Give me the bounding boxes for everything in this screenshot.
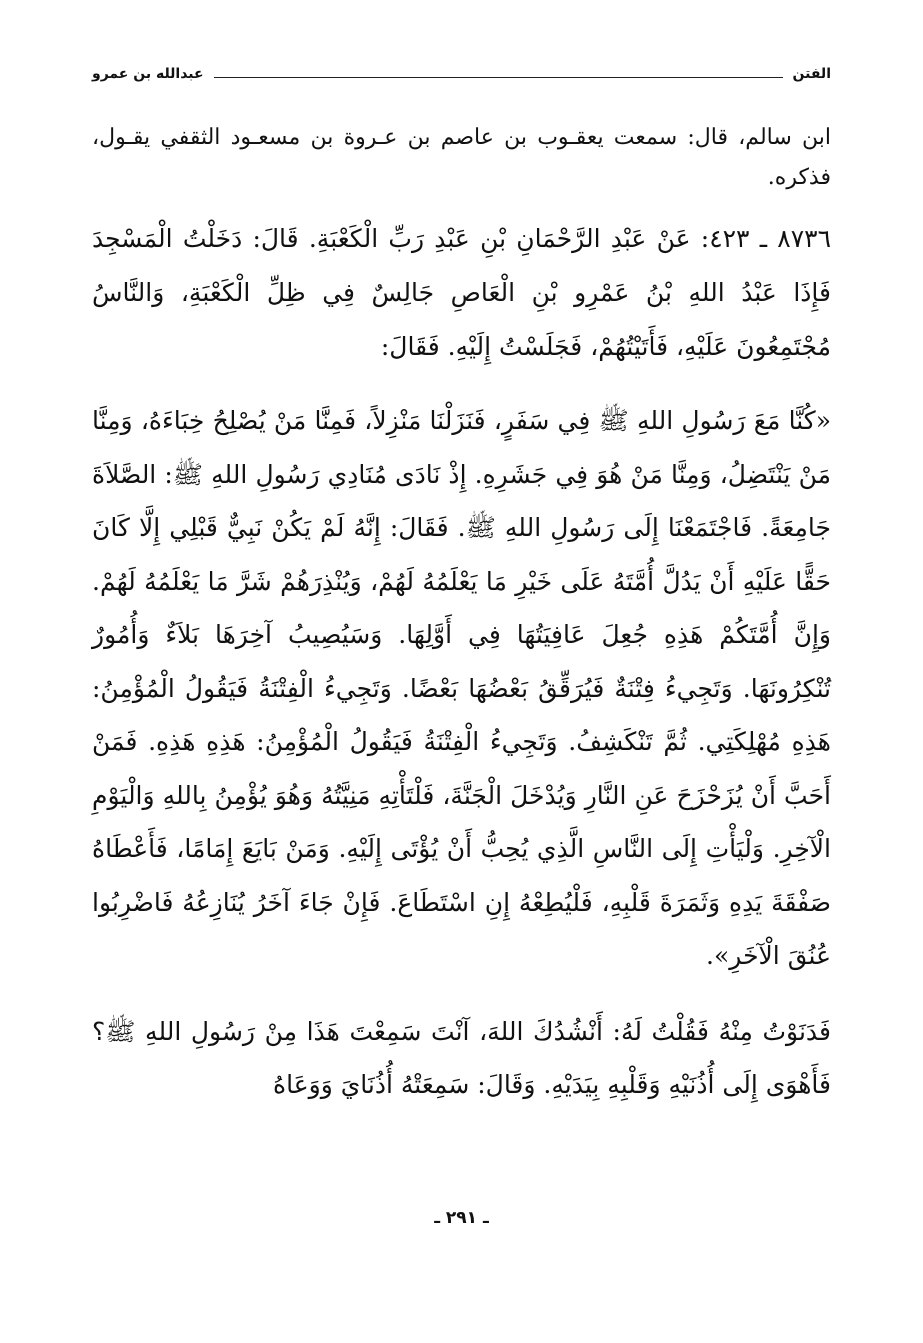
- hadith-heading: ٨٧٣٦ ـ ٤٢٣: عَنْ عَبْدِ الرَّحْمَانِ بْنِ عَبْدِ رَبِّ الْكَعْبَةِ. قَالَ: دَخَلْتُ الْمَسْجِدَ فَإِذَا عَبْدُ اللهِ بْنُ عَمْرِو بْنِ الْعَاصِ جَالِسٌ فِي ظِلِّ الْكَعْبَةِ، وَالنَّاسُ مُجْتَمِعُونَ عَلَيْهِ، فَأَتَيْتُهُمْ، فَجَلَسْتُ إِلَيْهِ. فَقَالَ:: [92, 224, 832, 361]
- section-title: الفتن: [792, 66, 831, 82]
- hadith-text: «كُنَّا مَعَ رَسُولِ اللهِ ﷺ فِي سَفَرٍ، فَنَزَلْنَا مَنْزِلاً، فَمِنَّا مَنْ يُصْلِحُ خِبَاءَهُ، وَمِنَّا مَنْ يَنْتَضِلُ، وَمِنَّا مَنْ هُوَ فِي جَشَرِهِ. إِذْ نَادَى مُنَادِي رَسُولِ اللهِ ﷺ: الصَّلاَةَ جَامِعَةً. فَاجْتَمَعْنَا إِلَى رَسُولِ اللهِ ﷺ. فَقَالَ: إِنَّهُ لَمْ يَكُنْ نَبِيٌّ قَبْلِي إِلَّا كَانَ حَقًّا عَلَيْهِ أَنْ يَدُلَّ أُمَّتَهُ عَلَى خَيْرِ مَا يَعْلَمُهُ لَهُمْ، وَيُنْذِرَهُمْ شَرَّ مَا يَعْلَمُهُ لَهُمْ. وَإِنَّ أُمَّتَكُمْ هَذِهِ جُعِلَ عَافِيَتُهَا فِي أَوَّلِهَا. وَسَيُصِيبُ آخِرَهَا بَلاَءٌ وَأُمُورٌ تُنْكِرُونَهَا. وَتَجِيءُ فِتْنَةٌ فَيُرَقِّقُ بَعْضُهَا بَعْضًا. وَتَجِيءُ الْفِتْنَةُ فَيَقُولُ الْمُؤْمِنُ: هَذِهِ مُهْلِكَتِي. ثُمَّ تَنْكَشِفُ. وَتَجِيءُ الْفِتْنَةُ فَيَقُولُ الْمُؤْمِنُ: هَذِهِ هَذِهِ. فَمَنْ أَحَبَّ أَنْ يُزَحْزَحَ عَنِ النَّارِ وَيُدْخَلَ الْجَنَّةَ، فَلْتَأْتِهِ مَنِيَّتُهُ وَهُوَ يُؤْمِنُ بِاللهِ وَالْيَوْمِ الْآخِرِ. وَلْيَأْتِ إِلَى النَّاسِ الَّذِي يُحِبُّ أَنْ يُؤْتَى إِلَيْهِ. وَمَنْ بَايَعَ إِمَامًا، فَأَعْطَاهُ صَفْقَةَ يَدِهِ وَثَمَرَةَ قَلْبِهِ، فَلْيُطِعْهُ إِنِ اسْتَطَاعَ. فَإِنْ جَاءَ آخَرُ يُنَازِعُهُ فَاضْرِبُوا عُنُقَ الْآخَرِ».: [92, 406, 831, 970]
- author-name: عبدالله بن عمرو: [92, 66, 204, 82]
- page-body: [92, 118, 831, 1112]
- intro-paragraph: ابن سالم، قال: سمعت يعقـوب بن عاصم بن عـروة بن مسعـود الثقفي يقـول، فذكره.: [92, 125, 831, 190]
- running-header: [92, 58, 831, 90]
- header-rule: [214, 77, 783, 78]
- page-number: ـ ٢٩١ ـ: [434, 1208, 489, 1228]
- closing-paragraph: فَدَنَوْتُ مِنْهُ فَقُلْتُ لَهُ: أَنْشُدُكَ اللهَ، آنْتَ سَمِعْتَ هَذَا مِنْ رَسُولِ اللهِ ﷺ؟ فَأَهْوَى إِلَى أُذُنَيْهِ وَقَلْبِهِ بِيَدَيْهِ. وَقَالَ: سَمِعَتْهُ أُذُنَايَ وَوَعَاهُ: [92, 1016, 831, 1099]
